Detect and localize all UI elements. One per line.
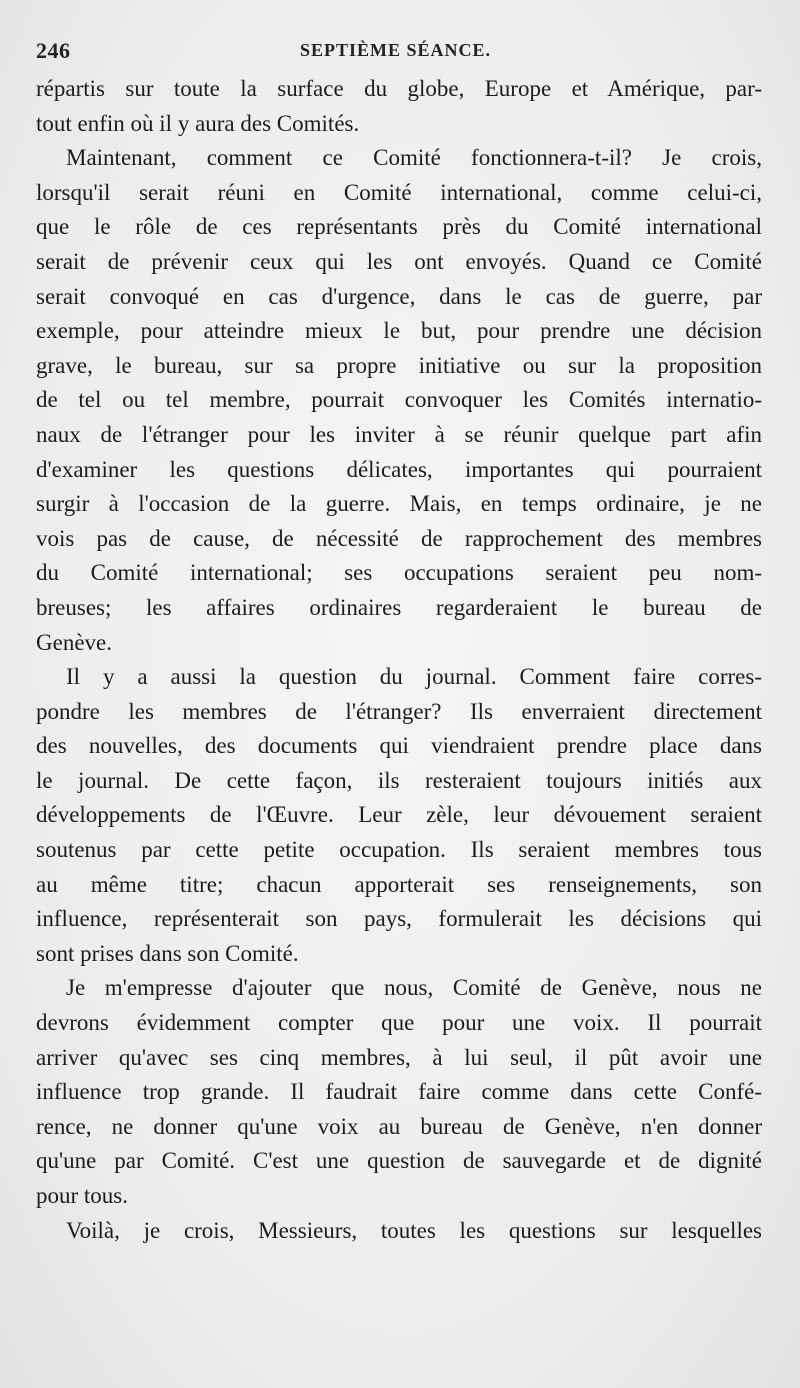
page-number: 246	[36, 38, 71, 63]
text-line: rence, ne donner qu'une voix au bureau de Genève, n'en donner	[36, 1113, 762, 1139]
paragraph-3	[36, 660, 762, 971]
text-line: Voilà, je crois, Messieurs, toutes les questions sur lesquelles	[66, 1217, 762, 1243]
text-line: influence trop grande. Il faudrait faire comme dans cette Confé-	[36, 1079, 762, 1105]
body-text	[36, 72, 762, 1248]
text-line: devrons évidemment compter que pour une voix. Il pourrait	[36, 1010, 762, 1036]
text-line: Genève.	[36, 629, 112, 655]
text-line: serait convoqué en cas d'urgence, dans le cas de guerre, par	[36, 283, 762, 309]
text-line: Je m'empresse d'ajouter que nous, Comité de Genève, nous ne	[66, 975, 762, 1001]
text-line: d'examiner les questions délicates, importantes qui pourraient	[36, 456, 762, 482]
text-line: grave, le bureau, sur sa propre initiative ou sur la proposition	[36, 352, 762, 378]
text-line: breuses; les affaires ordinaires regarderaient le bureau de	[36, 594, 762, 620]
text-line: tout enfin où il y aura des Comités.	[36, 110, 360, 136]
text-line: Il y a aussi la question du journal. Comment faire corres-	[66, 664, 762, 690]
text-line: pour tous.	[36, 1183, 128, 1208]
text-line: des nouvelles, des documents qui viendraient prendre place dans	[36, 733, 762, 759]
text-line: que le rôle de ces représentants près du Comité international	[36, 214, 762, 240]
text-line: naux de l'étranger pour les inviter à se réunir quelque part afin	[36, 421, 762, 447]
text-line: qu'une par Comité. C'est une question de sauvegarde et de dignité	[36, 1148, 762, 1174]
text-line: au même titre; chacun apporterait ses renseignements, son	[36, 871, 762, 897]
paragraph-1	[36, 72, 762, 141]
text-line: vois pas de cause, de nécessité de rapprochement des membres	[36, 525, 762, 551]
text-line: de tel ou tel membre, pourrait convoquer les Comités internatio-	[36, 387, 762, 413]
paragraph-4	[36, 971, 762, 1213]
text-line: exemple, pour atteindre mieux le but, pour prendre une décision	[36, 318, 762, 344]
text-line: sont prises dans son Comité.	[36, 940, 299, 966]
text-line: du Comité international; ses occupations seraient peu nom-	[36, 560, 762, 586]
running-head: SEPTIÈME SÉANCE.	[300, 40, 492, 60]
text-line: développements de l'Œuvre. Leur zèle, leur dévouement seraient	[36, 802, 762, 828]
text-line: influence, représenterait son pays, formulerait les décisions qui	[36, 906, 762, 932]
text-line: répartis sur toute la surface du globe, Europe et Amérique, par-	[36, 76, 762, 101]
text-line: pondre les membres de l'étranger? Ils enverraient directement	[36, 698, 762, 724]
paragraph-2	[36, 141, 762, 660]
text-line: soutenus par cette petite occupation. Ils seraient membres tous	[36, 837, 762, 863]
text-line: Maintenant, comment ce Comité fonctionnera-t-il? Je crois,	[66, 145, 762, 171]
text-line: lorsqu'il serait réuni en Comité international, comme celui-ci,	[36, 179, 762, 205]
text-line: serait de prévenir ceux qui les ont envoyés. Quand ce Comité	[36, 248, 762, 274]
text-line: arriver qu'avec ses cinq membres, à lui seul, il pût avoir une	[36, 1044, 762, 1070]
text-line: surgir à l'occasion de la guerre. Mais, en temps ordinaire, je ne	[36, 491, 762, 517]
paragraph-5	[36, 1214, 762, 1249]
text-line: le journal. De cette façon, ils resteraient toujours initiés aux	[36, 767, 762, 793]
